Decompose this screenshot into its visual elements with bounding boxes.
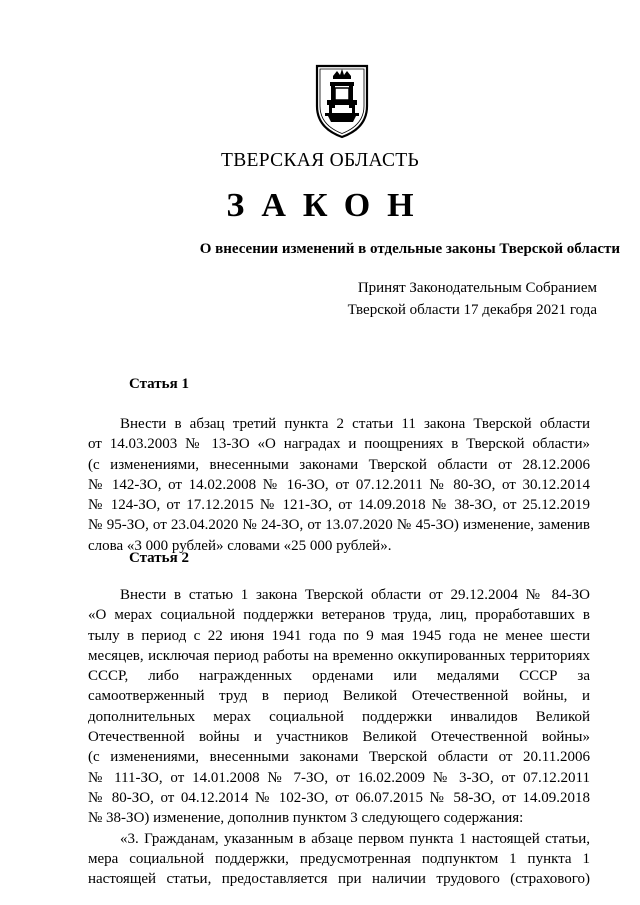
- text-line: (с изменениями, внесенными законами Тверской области от 20.11.2006: [88, 749, 590, 766]
- text-line: (с изменениями, внесенными законами Тверской области от 28.12.2006: [88, 456, 590, 473]
- article-2-title: Статья 2: [129, 550, 189, 566]
- article-2-text: [88, 585, 590, 889]
- text-line: Внести в статью 1 закона Тверской области от 29.12.2004 № 84-ЗО: [120, 587, 590, 603]
- text-line: Внести в абзац третий пункта 2 статьи 11 закона Тверской области: [120, 416, 590, 432]
- law-title: О внесении изменений в отдельные законы Тверской области: [199, 241, 620, 257]
- text-line: слова «3 000 рублей» словами «25 000 рублей».: [88, 537, 392, 554]
- text-line: «3. Гражданам, указанным в абзаце первом пункта 1 настоящей статьи,: [120, 830, 590, 847]
- text-line: самоотверженный труд в период Великой Отечественной войны, и: [88, 688, 590, 705]
- text-line: № 142-ЗО, от 14.02.2008 № 16-ЗО, от 07.12.2011 № 80-ЗО, от 30.12.2014: [88, 476, 590, 493]
- tver-coat-of-arms-icon: [313, 62, 371, 140]
- text-line: № 95-ЗО, от 23.04.2020 № 24-ЗО, от 13.07.2020 № 45-ЗО) изменение, заменив: [88, 517, 590, 534]
- article-1-title: Статья 1: [129, 376, 189, 392]
- text-line: № 124-ЗО, от 17.12.2015 № 121-ЗО, от 14.09.2018 № 38-ЗО, от 25.12.2019: [88, 497, 590, 514]
- document-type: ЗАКОН: [226, 187, 431, 224]
- text-line: Отечественной войны и участников Великой Отечественной войны»: [88, 729, 590, 746]
- text-line: от 14.03.2003 № 13-ЗО «О наградах и поощрениях в Тверской области»: [88, 436, 590, 453]
- text-line: настоящей статьи, предоставляется при наличии трудового (страхового): [88, 871, 590, 888]
- text-line: мера социальной поддержки, предусмотренная подпунктом 1 пункта 1: [88, 850, 590, 867]
- text-line: тылу в период с 22 июня 1941 года по 9 мая 1945 года не менее шести: [88, 627, 590, 644]
- adoption-line: Тверской области 17 декабря 2021 года: [347, 302, 597, 318]
- adoption-line: Принят Законодательным Собранием: [357, 280, 597, 296]
- article-1-text: [88, 414, 590, 556]
- text-line: месяцев, исключая период работы на временно оккупированных территориях: [88, 647, 590, 664]
- text-line: № 111-ЗО, от 14.01.2008 № 7-ЗО, от 16.02.2009 № 3-ЗО, от 07.12.2011: [88, 769, 590, 786]
- text-line: СССР, либо награжденных орденами или медалями СССР за: [88, 668, 590, 685]
- text-line: № 38-ЗО) изменение, дополнив пунктом 3 следующего содержания:: [88, 810, 524, 827]
- region-name: ТВЕРСКАЯ ОБЛАСТЬ: [221, 150, 419, 171]
- text-line: «О мерах социальной поддержки ветеранов труда, лиц, проработавших в: [88, 607, 590, 624]
- text-line: № 80-ЗО, от 04.12.2014 № 102-ЗО, от 06.07.2015 № 58-ЗО, от 14.09.2018: [88, 789, 590, 806]
- adoption-note: [320, 277, 597, 321]
- text-line: дополнительных мерах социальной поддержки инвалидов Великой: [88, 708, 590, 725]
